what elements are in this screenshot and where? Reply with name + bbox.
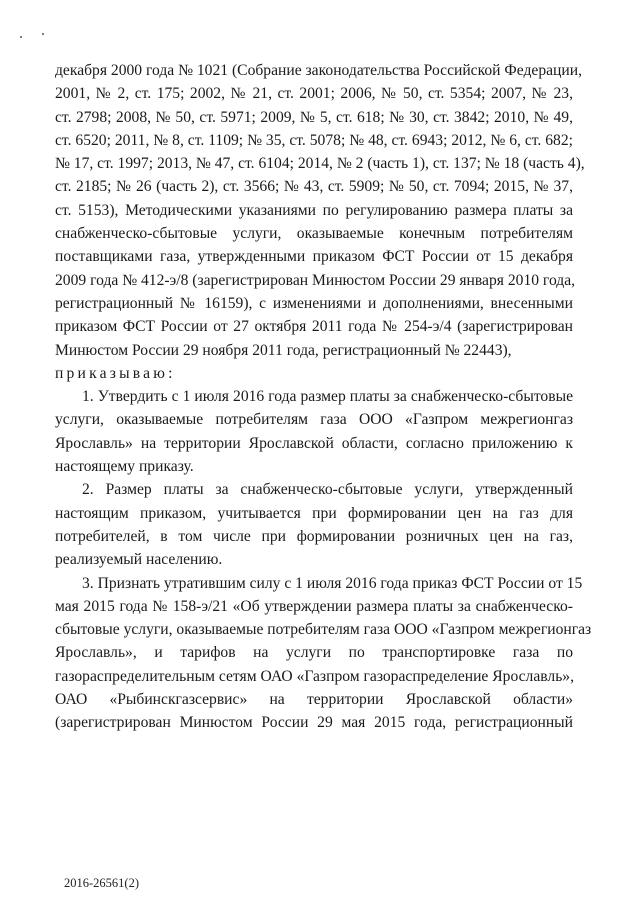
text-line: Минюстом России 29 ноября 2011 года, регистрационный № 22443),	[55, 341, 512, 359]
text-line: газораспределительным сетям ОАО «Газпром газораспределение Ярославль»,	[55, 667, 575, 685]
text-line: ст. 6520; 2011, № 8, ст. 1109; № 35, ст. 5078; № 48, ст. 6943; 2012, № 6, ст. 682;	[55, 131, 573, 149]
text-line: ОАО «Рыбинскгазсервис» на территории Ярославской области»	[55, 691, 573, 709]
text-line: 2. Размер платы за снабженческо-сбытовые услуги, утвержденный	[82, 481, 573, 499]
text-line: настоящим приказом, учитывается при формировании цен на газ для	[55, 504, 573, 522]
scan-artifact-dot	[20, 36, 22, 38]
order-item-1	[55, 385, 573, 478]
text-line: настоящему приказу.	[55, 458, 194, 476]
text-line: снабженческо-сбытовые услуги, оказываемые конечным потребителям	[55, 225, 573, 243]
document-footer-code: 2016-26561(2)	[64, 876, 139, 890]
text-line: № 17, ст. 1997; 2013, № 47, ст. 6104; 2014, № 2 (часть 1), ст. 137; № 18 (часть 4),	[55, 155, 585, 173]
text-line: приказом ФСТ России от 27 октября 2011 года № 254-э/4 (зарегистрирован	[55, 318, 573, 336]
text-line: услуги, оказываемые потребителям газа ООО «Газпром межрегионгаз	[55, 411, 573, 429]
text-line: реализуемый населению.	[55, 551, 223, 569]
text-line: 1. Утвердить с 1 июля 2016 года размер платы за снабженческо-сбытовые	[82, 388, 573, 406]
text-line: декабря 2000 года № 1021 (Собрание законодательства Российской Федерации,	[55, 62, 582, 79]
text-line: ст. 5153), Методическими указаниями по регулированию размера платы за	[55, 201, 573, 219]
text-line: сбытовые услуги, оказываемые потребителям газа ООО «Газпром межрегионгаз	[55, 621, 592, 639]
text-line: ст. 2185; № 26 (часть 2), ст. 3566; № 43, ст. 5909; № 50, ст. 7094; 2015, № 37,	[55, 178, 573, 196]
text-line: потребителей, в том числе при формировании розничных цен на газ,	[55, 527, 573, 545]
scan-artifact-dot	[42, 33, 44, 35]
text-line: (зарегистрирован Минюстом России 29 мая 2015 года, регистрационный	[55, 714, 573, 732]
text-line: мая 2015 года № 158-э/21 «Об утверждении размера платы за снабженческо-	[55, 597, 573, 615]
document-body	[55, 59, 592, 735]
text-line: 3. Признать утратившим силу с 1 июля 2016 года приказ ФСТ России от 15	[82, 574, 583, 592]
text-line: 2001, № 2, ст. 175; 2002, № 21, ст. 2001; 2006, № 50, ст. 5354; 2007, № 23,	[55, 85, 573, 103]
text-line: регистрационный № 16159), с изменениями и дополнениями, внесенными	[55, 294, 573, 312]
text-line: Ярославль» на территории Ярославской области, согласно приложению к	[55, 434, 573, 452]
order-item-3	[55, 572, 592, 735]
text-line: Ярославль», и тарифов на услуги по транспортировке газа по	[55, 644, 573, 662]
order-item-2	[55, 478, 573, 571]
text-line: 2009 года № 412-э/8 (зарегистрирован Минюстом России 29 января 2010 года,	[55, 271, 576, 289]
text-line: ст. 2798; 2008, № 50, ст. 5971; 2009, № 5, ст. 618; № 30, ст. 3842; 2010, № 49,	[55, 108, 573, 126]
order-word: приказываю:	[55, 364, 176, 382]
text-line: поставщиками газа, утвержденными приказом ФСТ России от 15 декабря	[55, 248, 573, 266]
intro-paragraph	[55, 59, 585, 362]
